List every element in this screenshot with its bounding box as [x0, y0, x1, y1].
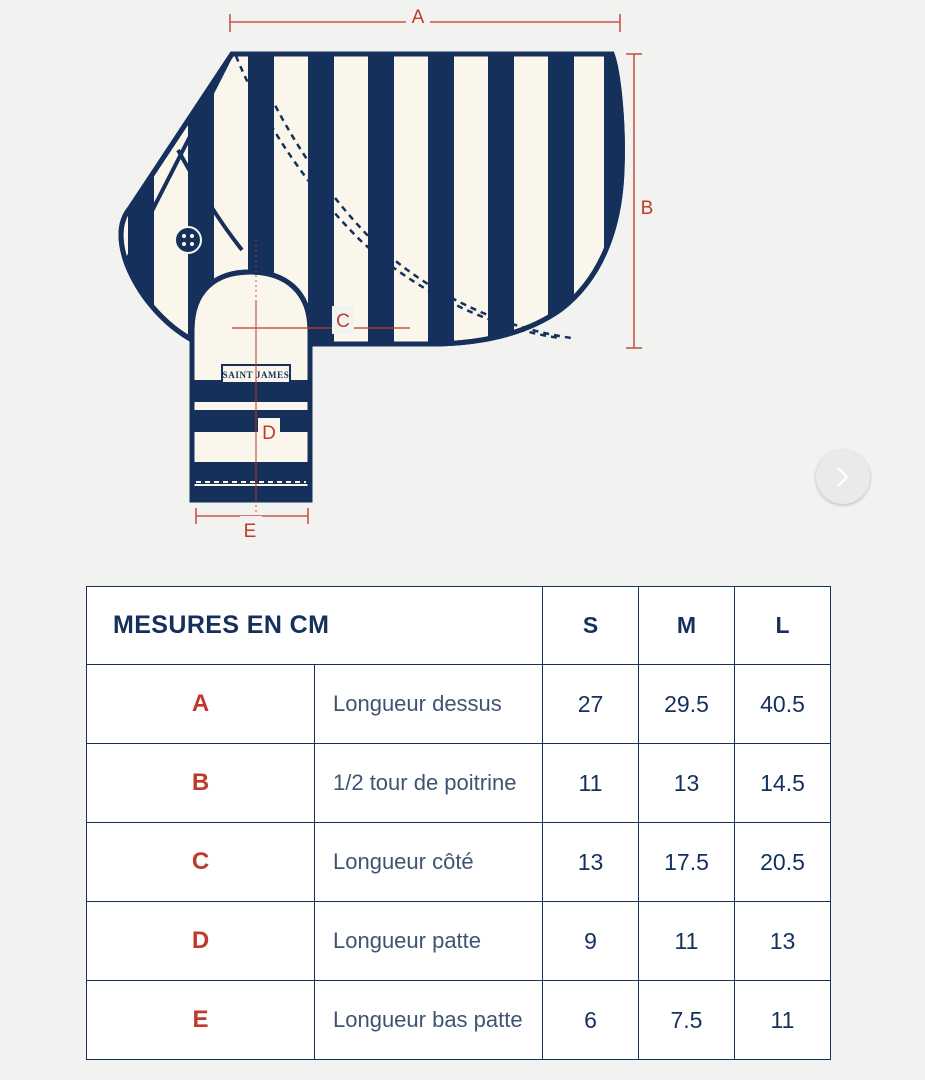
marker-c: C — [336, 311, 350, 332]
table-header-row — [87, 587, 831, 665]
row-value-l: 13 — [735, 902, 831, 981]
table-row — [87, 744, 831, 823]
table-title: MESURES EN CM — [87, 587, 543, 665]
row-value-m: 29.5 — [639, 665, 735, 744]
row-description: 1/2 tour de poitrine — [315, 744, 543, 823]
row-value-m: 13 — [639, 744, 735, 823]
column-header-s: S — [543, 587, 639, 665]
row-value-l: 11 — [735, 981, 831, 1060]
row-letter: E — [87, 981, 315, 1060]
row-description: Longueur patte — [315, 902, 543, 981]
table-row — [87, 823, 831, 902]
row-letter: D — [87, 902, 315, 981]
row-letter: A — [87, 665, 315, 744]
column-header-m: M — [639, 587, 735, 665]
row-value-m: 17.5 — [639, 823, 735, 902]
row-value-s: 9 — [543, 902, 639, 981]
row-value-s: 27 — [543, 665, 639, 744]
marker-d: D — [262, 423, 276, 444]
row-description: Longueur bas patte — [315, 981, 543, 1060]
row-value-m: 7.5 — [639, 981, 735, 1060]
row-letter: C — [87, 823, 315, 902]
button-icon — [175, 227, 201, 253]
row-letter: B — [87, 744, 315, 823]
row-value-s: 13 — [543, 823, 639, 902]
marker-e: E — [243, 521, 257, 542]
row-value-m: 11 — [639, 902, 735, 981]
column-header-l: L — [735, 587, 831, 665]
next-slide-button[interactable] — [816, 450, 870, 504]
table-row — [87, 665, 831, 744]
marker-a: A — [411, 7, 425, 28]
marker-b: B — [640, 198, 654, 219]
row-description: Longueur dessus — [315, 665, 543, 744]
row-description: Longueur côté — [315, 823, 543, 902]
table-row — [87, 902, 831, 981]
row-value-l: 20.5 — [735, 823, 831, 902]
row-value-s: 6 — [543, 981, 639, 1060]
svg-text:SAINT JAMES: SAINT JAMES — [222, 370, 290, 380]
size-chart-table — [86, 586, 831, 1060]
row-value-l: 40.5 — [735, 665, 831, 744]
row-value-l: 14.5 — [735, 744, 831, 823]
chevron-right-icon — [833, 467, 853, 487]
table-row — [87, 981, 831, 1060]
row-value-s: 11 — [543, 744, 639, 823]
garment-sleeve — [186, 272, 316, 504]
